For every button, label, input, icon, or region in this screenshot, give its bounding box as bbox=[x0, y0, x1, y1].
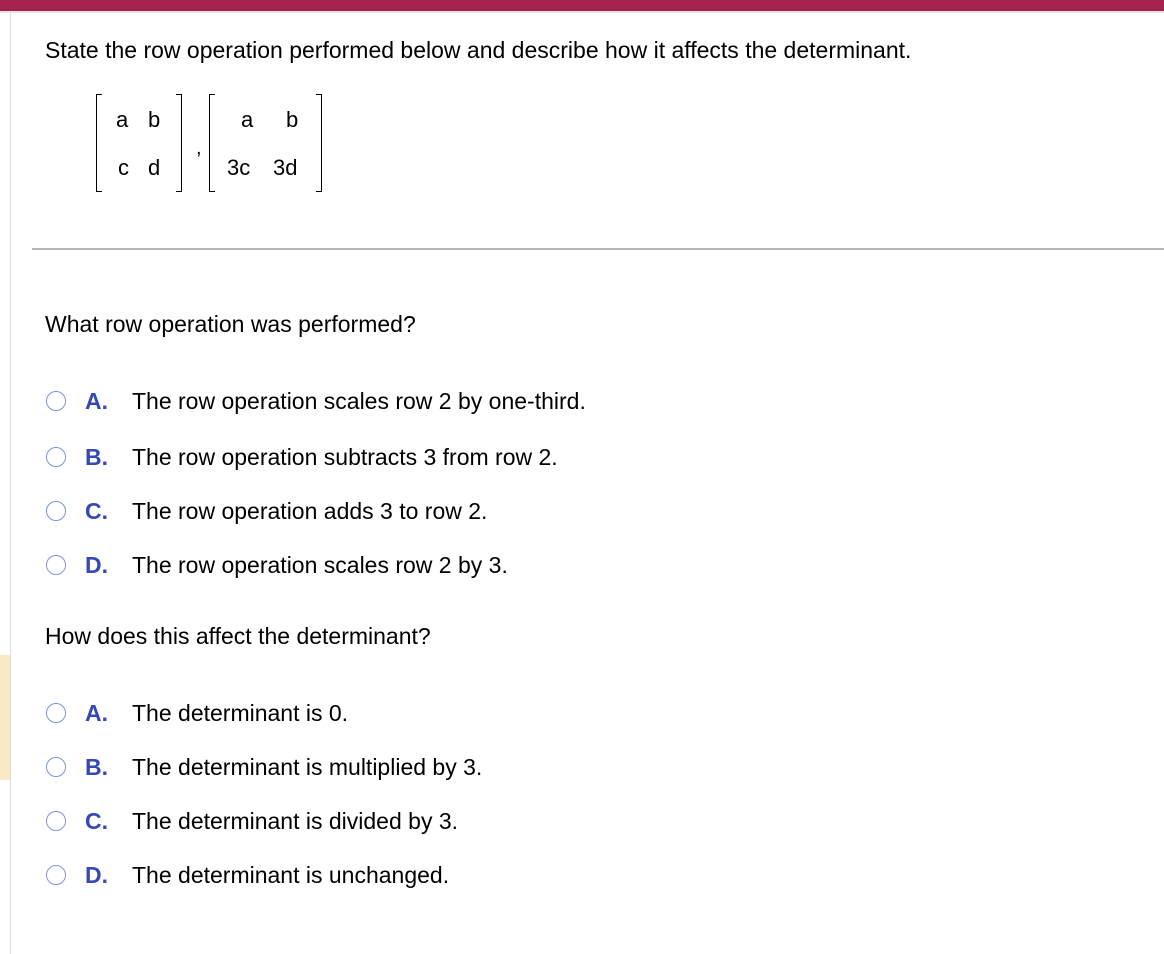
part2-option-d[interactable] bbox=[46, 860, 449, 890]
matrix-cell: b bbox=[148, 107, 161, 132]
matrix-cell: a bbox=[241, 107, 254, 132]
part2-option-b[interactable] bbox=[46, 752, 482, 782]
left-border bbox=[10, 13, 11, 954]
matrix-cell: b bbox=[286, 107, 299, 132]
part2-option-c[interactable] bbox=[46, 806, 458, 836]
option-letter: C. bbox=[85, 807, 108, 834]
option-letter: B. bbox=[85, 753, 108, 780]
matrix-transformed bbox=[209, 94, 322, 192]
part2-option-a[interactable] bbox=[46, 698, 348, 728]
radio-button[interactable] bbox=[46, 391, 66, 411]
matrix-left-bracket bbox=[209, 94, 215, 192]
matrix-cell: d bbox=[148, 155, 161, 180]
option-letter: A. bbox=[85, 699, 108, 726]
radio-button[interactable] bbox=[46, 447, 66, 467]
radio-button[interactable] bbox=[46, 501, 66, 521]
option-letter: D. bbox=[85, 861, 108, 888]
matrix-original bbox=[96, 94, 182, 192]
matrix-cell: 3d bbox=[273, 155, 298, 180]
option-text: The row operation scales row 2 by 3. bbox=[132, 552, 508, 578]
radio-button[interactable] bbox=[46, 555, 66, 575]
option-letter: D. bbox=[85, 551, 108, 578]
matrix-right-bracket bbox=[176, 94, 182, 192]
option-text: The determinant is multiplied by 3. bbox=[132, 754, 483, 780]
part1-option-c[interactable] bbox=[46, 496, 487, 526]
part2-question: How does this affect the determinant? bbox=[45, 623, 431, 649]
option-text: The determinant is unchanged. bbox=[132, 862, 450, 888]
option-text: The row operation scales row 2 by one-third. bbox=[132, 388, 586, 414]
radio-button[interactable] bbox=[46, 865, 66, 885]
option-text: The row operation adds 3 to row 2. bbox=[132, 498, 488, 524]
question-prompt: State the row operation performed below and describe how it affects the determinant. bbox=[45, 37, 912, 63]
part1-option-b[interactable] bbox=[46, 442, 558, 472]
matrix-cell: a bbox=[116, 107, 129, 132]
matrix-cell: 3c bbox=[227, 155, 251, 180]
option-text: The determinant is divided by 3. bbox=[132, 808, 459, 834]
radio-button[interactable] bbox=[46, 811, 66, 831]
radio-button[interactable] bbox=[46, 703, 66, 723]
radio-button[interactable] bbox=[46, 757, 66, 777]
option-letter: C. bbox=[85, 497, 108, 524]
part1-question: What row operation was performed? bbox=[45, 311, 416, 337]
matrix-cell: c bbox=[118, 155, 129, 180]
option-text: The determinant is 0. bbox=[132, 700, 349, 726]
part1-option-d[interactable] bbox=[46, 550, 508, 580]
header-bar bbox=[0, 0, 1164, 11]
option-text: The row operation subtracts 3 from row 2. bbox=[132, 444, 558, 470]
header-divider bbox=[0, 11, 1164, 13]
option-letter: A. bbox=[85, 387, 108, 414]
matrix-right-bracket bbox=[316, 94, 322, 192]
active-part-marker bbox=[0, 655, 10, 780]
matrix-left-bracket bbox=[96, 94, 102, 192]
matrix-separator: , bbox=[196, 137, 202, 159]
option-letter: B. bbox=[85, 443, 108, 470]
part1-option-a[interactable] bbox=[46, 386, 586, 416]
section-divider bbox=[32, 248, 1164, 250]
